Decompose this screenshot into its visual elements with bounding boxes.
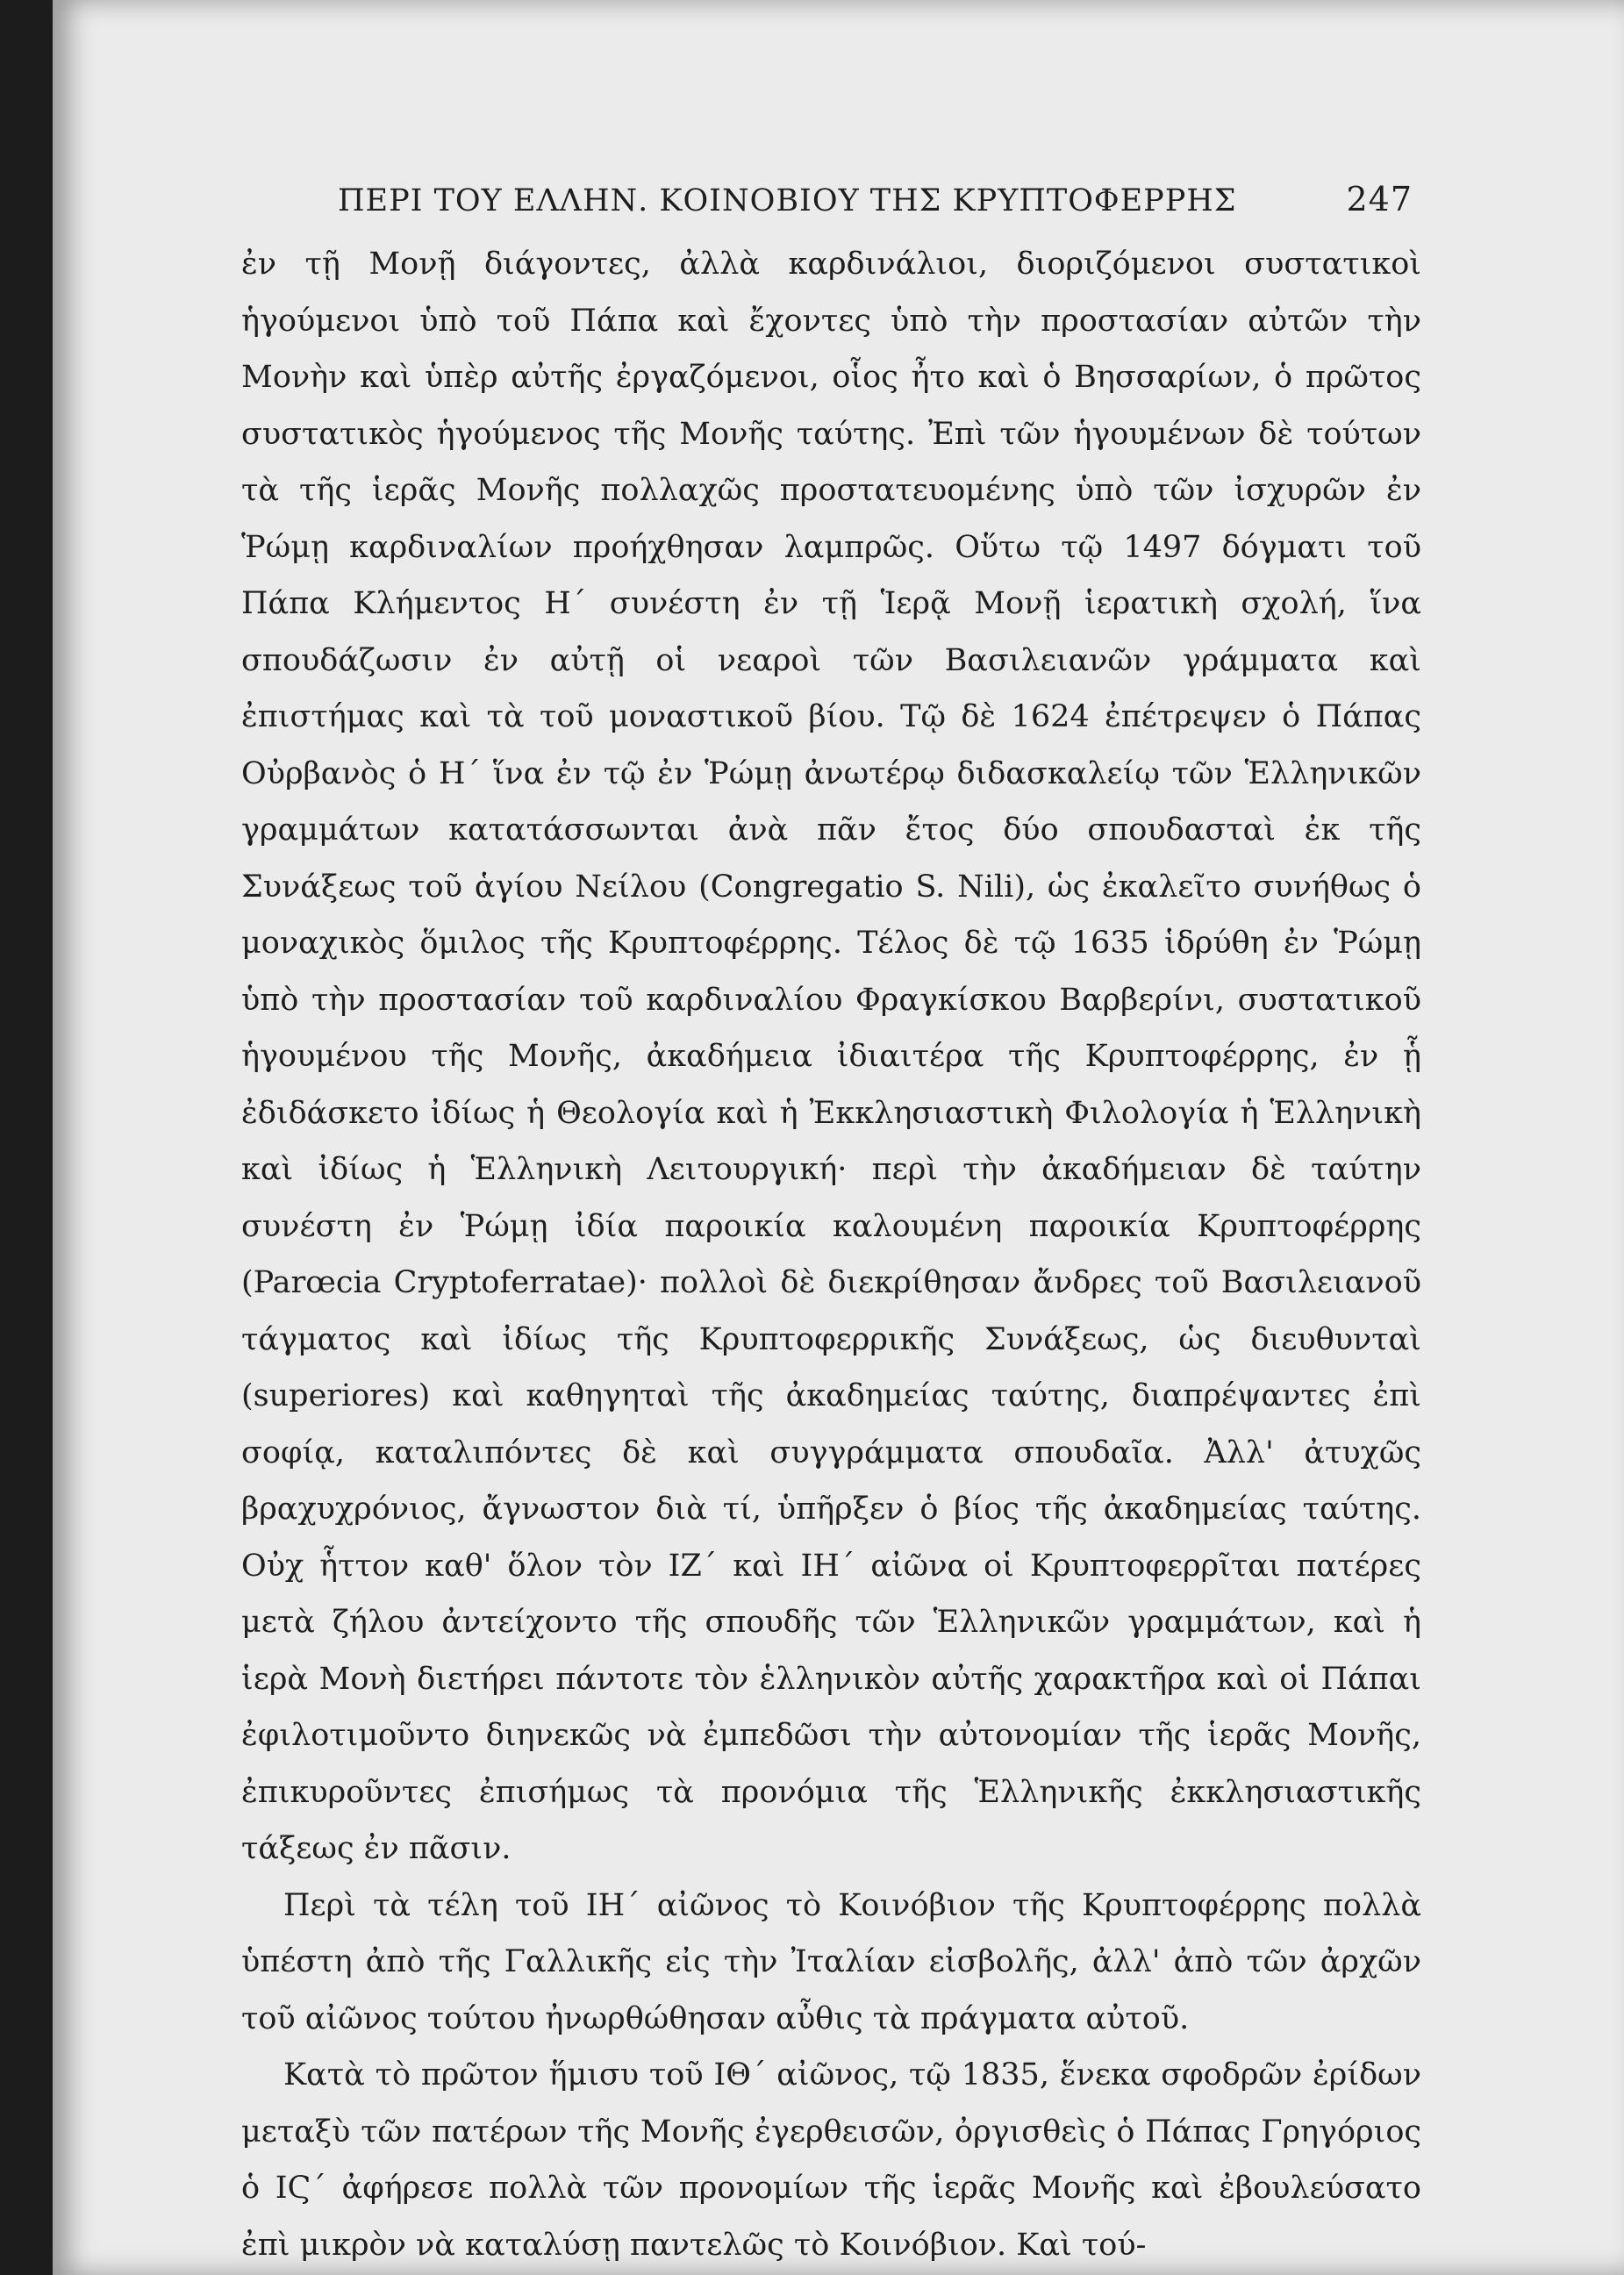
page-content	[241, 180, 1421, 2273]
page-number: 247	[1346, 180, 1413, 218]
paragraph-1: ἐν τῇ Μονῇ διάγοντες, ἀλλὰ καρδινάλιοι, διοριζόμενοι συστατικοὶ ἡγούμενοι ὑπὸ τοῦ Πάπα καὶ ἔχοντες ὑπὸ τὴν προστασίαν αὐτῶν τὴν Μονὴν καὶ ὑπὲρ αὐτῆς ἐργαζόμενοι, οἷος ἦτο καὶ ὁ Βησσαρίων, ὁ πρῶτος συστατικὸς ἡγούμενος τῆς Μονῆς ταύτης. Ἐπὶ τῶν ἡγουμένων δὲ τούτων τὰ τῆς ἱερᾶς Μονῆς πολλαχῶς προστατευομένης ὑπὸ τῶν ἰσχυρῶν ἐν Ῥώμῃ καρδιναλίων προήχθησαν λαμπρῶς. Οὕτω τῷ 1497 δόγματι τοῦ Πάπα Κλήμεντος Η΄ συνέστη ἐν τῇ Ἱερᾷ Μονῇ ἱερατικὴ σχολή, ἵνα σπουδάζωσιν ἐν αὐτῇ οἱ νεαροὶ τῶν Βασιλειανῶν γράμματα καὶ ἐπιστήμας καὶ τὰ τοῦ μοναστικοῦ βίου. Τῷ δὲ 1624 ἐπέτρεψεν ὁ Πάπας Οὐρβανὸς ὁ Η΄ ἵνα ἐν τῷ ἐν Ῥώμῃ ἀνωτέρῳ διδασκαλείῳ τῶν Ἑλληνικῶν γραμμάτων κατατάσσωνται ἀνὰ πᾶν ἔτος δύο σπουδασταὶ ἐκ τῆς Συνάξεως τοῦ ἁγίου Νείλου (Congregatio S. Nili), ὡς ἐκαλεῖτο συνήθως ὁ μοναχικὸς ὅμιλος τῆς Κρυπτοφέρρης. Τέλος δὲ τῷ 1635 ἱδρύθη ἐν Ῥώμῃ ὑπὸ τὴν προστασίαν τοῦ καρδιναλίου Φραγκίσκου Βαρβερίνι, συστατικοῦ ἡγουμένου τῆς Μονῆς, ἀκαδήμεια ἰδιαιτέρα τῆς Κρυπτοφέρρης, ἐν ᾗ ἐδιδάσκετο ἰδίως ἡ Θεολογία καὶ ἡ Ἐκκλησιαστικὴ Φιλολογία ἡ Ἑλληνικὴ καὶ ἰδίως ἡ Ἑλληνικὴ Λειτουργική· περὶ τὴν ἀκαδήμειαν δὲ ταύτην συνέστη ἐν Ῥώμῃ ἰδία παροικία καλουμένη παροικία Κρυπτοφέρρης (Parœcia Cryptoferratae)· πολλοὶ δὲ διεκρίθησαν ἄνδρες τοῦ Βασιλειανοῦ τάγματος καὶ ἰδίως τῆς Κρυπτοφερρικῆς Συνάξεως, ὡς διευθυνταὶ (superiores) καὶ καθηγηταὶ τῆς ἀκαδημείας ταύτης, διαπρέψαντες ἐπὶ σοφίᾳ, καταλιπόντες δὲ καὶ συγγράμματα σπουδαῖα. Ἀλλ' ἀτυχῶς βραχυχρόνιος, ἄγνωστον διὰ τί, ὑπῆρξεν ὁ βίος τῆς ἀκαδημείας ταύτης. Οὐχ ἧττον καθ' ὅλον τὸν ΙΖ΄ καὶ ΙΗ΄ αἰῶνα οἱ Κρυπτοφερρῖται πατέρες μετὰ ζήλου ἀντείχοντο τῆς σπουδῆς τῶν Ἑλληνικῶν γραμμάτων, καὶ ἡ ἱερὰ Μονὴ διετήρει πάντοτε τὸν ἑλληνικὸν αὐτῆς χαρακτῆρα καὶ οἱ Πάπαι ἐφιλοτιμοῦντο διηνεκῶς νὰ ἐμπεδῶσι τὴν αὐτονομίαν τῆς ἱερᾶς Μονῆς, ἐπικυροῦντες ἐπισήμως τὰ προνόμια τῆς Ἑλληνικῆς ἐκκλησιαστικῆς τάξεως ἐν πᾶσιν.	[241, 247, 1421, 1866]
body-text	[241, 236, 1421, 2273]
running-title: ΠΕΡΙ ΤΟΥ ΕΛΛΗΝ. ΚΟΙΝΟΒΙΟΥ ΤΗΣ ΚΡΥΠΤΟΦΕΡΡΗΣ	[338, 183, 1237, 218]
book-page	[53, 0, 1624, 2275]
running-header	[241, 180, 1421, 236]
paragraph-3: Κατὰ τὸ πρῶτον ἥμισυ τοῦ ΙΘ΄ αἰῶνος, τῷ 1835, ἕνεκα σφοδρῶν ἐρίδων μεταξὺ τῶν πατέρων τῆς Μονῆς ἐγερθεισῶν, ὀργισθεὶς ὁ Πάπας Γρηγόριος ὁ ΙϚ΄ ἀφήρεσε πολλὰ τῶν προνομίων τῆς ἱερᾶς Μονῆς καὶ ἐβουλεύσατο ἐπὶ μικρὸν νὰ καταλύσῃ παντελῶς τὸ Κοινόβιον. Καὶ τού-	[241, 2057, 1421, 2263]
paragraph-2: Περὶ τὰ τέλη τοῦ ΙΗ΄ αἰῶνος τὸ Κοινόβιον τῆς Κρυπτοφέρρης πολλὰ ὑπέστη ἀπὸ τῆς Γαλλικῆς εἰς τὴν Ἰταλίαν εἰσβολῆς, ἀλλ' ἀπὸ τῶν ἀρχῶν τοῦ αἰῶνος τούτου ἠνωρθώθησαν αὖθις τὰ πράγματα αὐτοῦ.	[241, 1887, 1421, 2036]
